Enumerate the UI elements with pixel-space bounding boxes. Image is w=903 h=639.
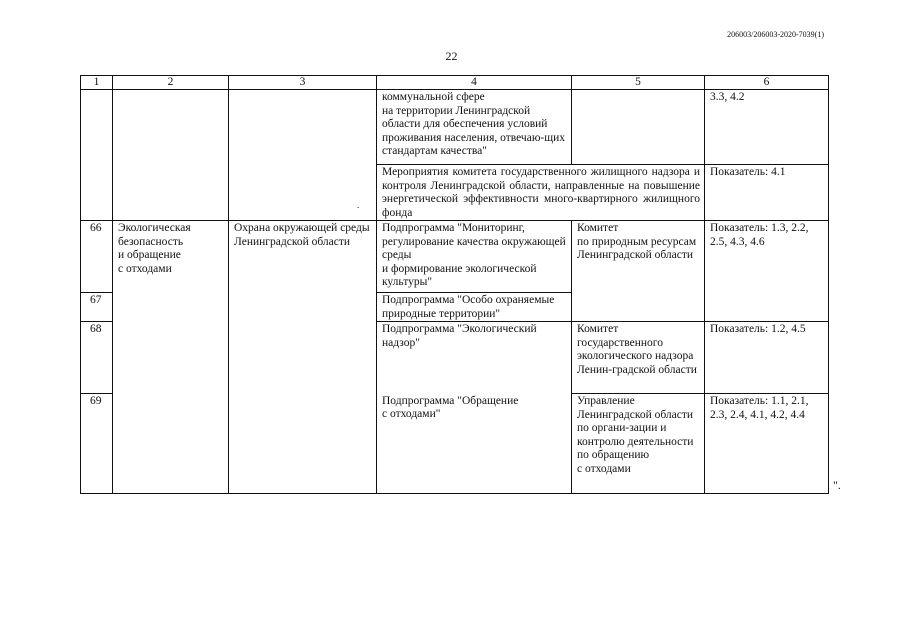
- program-table: [80, 75, 829, 494]
- cell-num: 66: [81, 221, 113, 293]
- cell-col5: Комитет государственного экологического надзора Ленин-градской области: [572, 322, 705, 394]
- cell-col6: Показатель: 1.3, 2.2, 2.5, 4.3, 4.6: [705, 221, 829, 322]
- column-header-3: 3: [229, 76, 377, 90]
- cell-col6: Показатель: 4.1: [705, 165, 829, 221]
- cell-col2-continued: [113, 90, 229, 221]
- cell-col6: Показатель: 1.1, 2.1, 2.3, 2.4, 4.1, 4.2, 4.4: [705, 394, 829, 494]
- column-header-2: 2: [113, 76, 229, 90]
- column-header-6: 6: [705, 76, 829, 90]
- cell-col5: [572, 90, 705, 165]
- cell-col6: 3.3, 4.2: [705, 90, 829, 165]
- cell-col2: Экологическая безопасность и обращение с отходами: [113, 221, 229, 494]
- cell-col4: Подпрограмма "Экологический надзор": [377, 322, 572, 394]
- page-number: 22: [445, 49, 458, 63]
- cell-col4: коммунальной сфере на территории Ленинградской области для обеспечения условий проживания населения, отвечаю-щих стандартам качества": [377, 90, 572, 165]
- cell-col4: Подпрограмма "Особо охраняемые природные территории": [377, 293, 572, 322]
- cell-num-continued: [81, 90, 113, 221]
- column-header-4: 4: [377, 76, 572, 90]
- cell-col3: Охрана окружающей среды Ленинградской области: [229, 221, 377, 494]
- cell-col3-continued: [229, 90, 377, 221]
- column-header-1: 1: [81, 76, 113, 90]
- cell-col5: Комитет по природным ресурсам Ленинградской области: [572, 221, 705, 322]
- closing-quote-mark: ".: [833, 478, 841, 492]
- cell-col4: Мероприятия комитета государственного жилищного надзора и контроля Ленинградской области, направленные на повышение энергетической эффективности много-квартирного жилищного фонда: [377, 165, 705, 221]
- cell-num: 68: [81, 322, 113, 394]
- cell-col6: Показатель: 1.2, 4.5: [705, 322, 829, 394]
- cell-col4: Подпрограмма "Обращение с отходами": [377, 394, 572, 494]
- table-row: [81, 90, 829, 165]
- cell-num: 69: [81, 394, 113, 494]
- cell-col4: Подпрограмма "Мониторинг, регулирование качества окружающей среды и формирование экологической культуры": [377, 221, 572, 293]
- stray-dot: .: [357, 200, 360, 210]
- cell-col5: Управление Ленинградской области по органи-зации и контролю деятельности по обращению с отходами: [572, 394, 705, 494]
- column-number-row: [81, 76, 829, 90]
- column-header-5: 5: [572, 76, 705, 90]
- table-row: [81, 221, 829, 293]
- document-id: 206003/206003-2020-7039(1): [727, 30, 824, 39]
- cell-num: 67: [81, 293, 113, 322]
